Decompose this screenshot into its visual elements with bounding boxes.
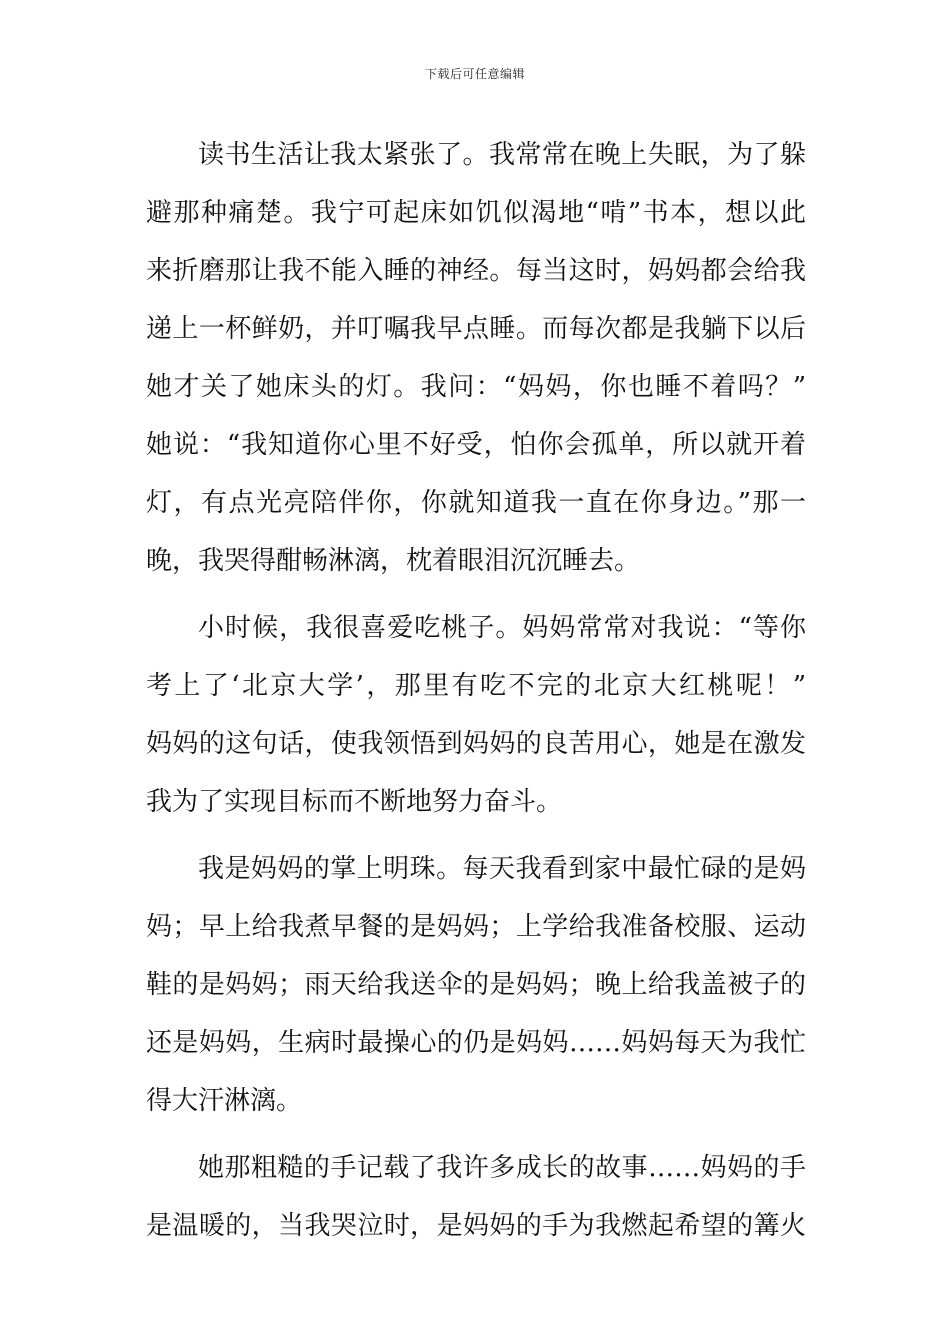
text-line: 她才关了她床头的灯。我问：“妈妈，你也睡不着吗？” xyxy=(146,372,806,402)
text-line: 我为了实现目标而不断地努力奋斗。 xyxy=(146,787,563,817)
text-line: 我是妈妈的掌上明珠。每天我看到家中最忙碌的是妈 xyxy=(198,854,806,884)
paragraph-spacer xyxy=(146,831,806,840)
text-line: 晚，我哭得酣畅淋漓，枕着眼泪沉沉睡去。 xyxy=(146,546,641,576)
paragraph-spacer xyxy=(146,1130,806,1139)
paragraph xyxy=(146,1139,806,1255)
text-line: 她那粗糙的手记载了我许多成长的故事……妈妈的手 xyxy=(198,1153,806,1183)
text-line: 考上了‘北京大学’，那里有吃不完的北京大红桃呢！” xyxy=(146,671,806,701)
paragraph-spacer xyxy=(146,590,806,599)
text-line: 妈妈的这句话，使我领悟到妈妈的良苦用心，她是在激发 xyxy=(146,729,806,759)
text-line: 读书生活让我太紧张了。我常常在晚上失眠，为了躲 xyxy=(198,140,806,170)
page-header: 下载后可任意编辑 xyxy=(424,67,525,81)
text-line: 来折磨那让我不能入睡的神经。每当这时，妈妈都会给我 xyxy=(146,256,806,286)
text-line: 她说：“我知道你心里不好受，怕你会孤单，所以就开着 xyxy=(146,430,806,460)
paragraph xyxy=(146,126,806,590)
text-line: 妈；早上给我煮早餐的是妈妈；上学给我准备校服、运动 xyxy=(146,912,806,942)
paragraph xyxy=(146,599,806,831)
text-line: 避那种痛楚。我宁可起床如饥似渴地“啃”书本，想以此 xyxy=(146,198,806,228)
text-line: 还是妈妈，生病时最操心的仍是妈妈……妈妈每天为我忙 xyxy=(146,1028,806,1058)
text-line: 递上一杯鲜奶，并叮嘱我早点睡。而每次都是我躺下以后 xyxy=(146,314,806,344)
text-line: 得大汗淋漓。 xyxy=(146,1086,303,1116)
paragraph xyxy=(146,840,806,1130)
text-line: 灯，有点光亮陪伴你，你就知道我一直在你身边。”那一 xyxy=(146,488,806,518)
text-line: 小时候，我很喜爱吃桃子。妈妈常常对我说：“等你 xyxy=(198,613,806,643)
text-line: 鞋的是妈妈；雨天给我送伞的是妈妈；晚上给我盖被子的 xyxy=(146,970,806,1000)
text-line: 是温暖的，当我哭泣时，是妈妈的手为我燃起希望的篝火 xyxy=(146,1211,806,1241)
document-body xyxy=(146,126,806,1255)
